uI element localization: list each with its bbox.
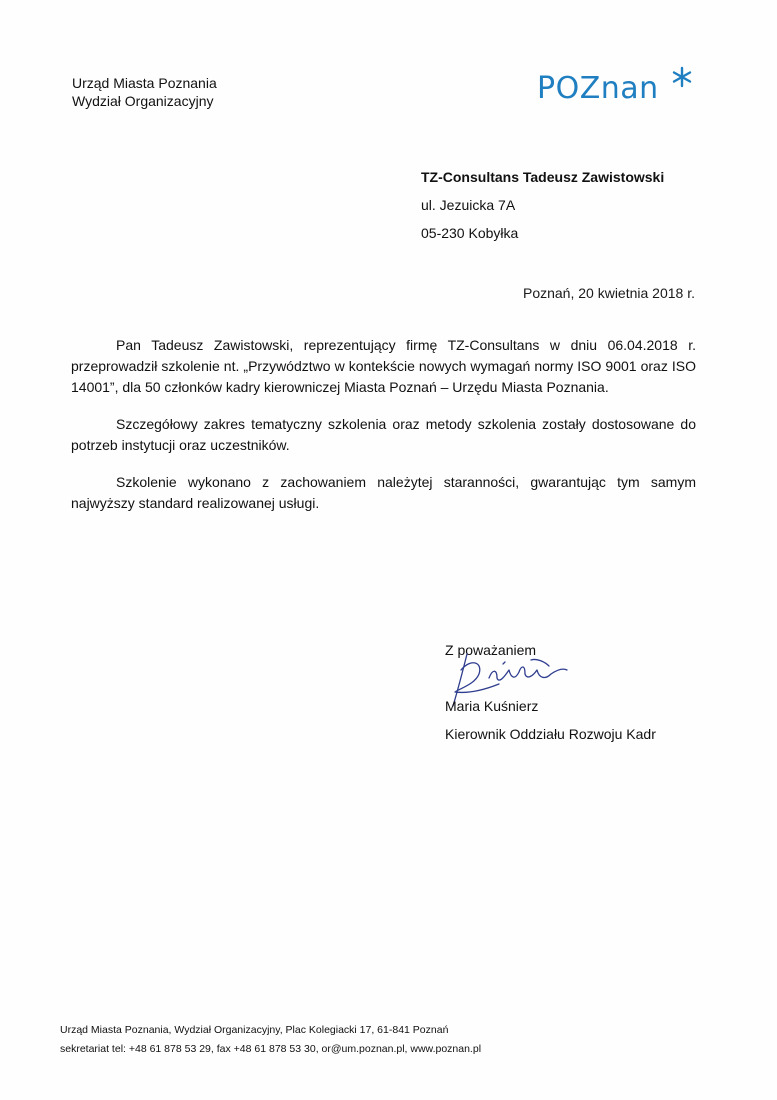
closing-greeting: Z poważaniem: [445, 642, 537, 658]
footer-address: Urząd Miasta Poznania, Wydział Organizacyjny, Plac Kolegiacki 17, 61-841 Poznań: [60, 1024, 449, 1036]
signer-name: Maria Kuśnierz: [445, 698, 539, 714]
asterisk-star-icon: [671, 66, 693, 88]
poznan-logo: [537, 66, 697, 110]
sender-office: Urząd Miasta Poznania: [72, 75, 217, 91]
logo-text: POZnan: [537, 71, 659, 106]
body-paragraph-3: Szkolenie wykonano z zachowaniem należytej staranności, gwarantując tym samym najwyższy standard realizowanej usługi.: [71, 474, 696, 511]
sender-header: [72, 74, 217, 110]
body-paragraph-2: Szczegółowy zakres tematyczny szkolenia oraz metody szkolenia zostały dostosowane do potrzeb instytucji oraz uczestników.: [71, 416, 696, 453]
letter-footer: [60, 1021, 481, 1059]
sender-department: Wydział Organizacyjny: [72, 93, 214, 109]
letter-body: [71, 335, 696, 530]
body-paragraph-1: Pan Tadeusz Zawistowski, reprezentujący firmę TZ-Consultans w dniu 06.04.2018 r. przeprowadził szkolenie nt. „Przywództwo w kontekście nowych wymagań normy ISO 9001 oraz ISO 14001”, dla 50 członków kadry kierowniczej Miasta Poznań – Urzędu Miasta Poznania.: [71, 337, 696, 395]
recipient-city: 05-230 Kobyłka: [421, 225, 519, 241]
signer-role: Kierownik Oddziału Rozwoju Kadr: [445, 726, 656, 742]
recipient-street: ul. Jezuicka 7A: [421, 197, 516, 213]
footer-contact: sekretariat tel: +48 61 878 53 29, fax +48 61 878 53 30, or@um.poznan.pl, www.poznan.pl: [60, 1043, 482, 1055]
recipient-name: TZ-Consultans Tadeusz Zawistowski: [421, 169, 665, 185]
letter-date: Poznań, 20 kwietnia 2018 r.: [522, 285, 695, 301]
recipient-address: [421, 167, 664, 251]
